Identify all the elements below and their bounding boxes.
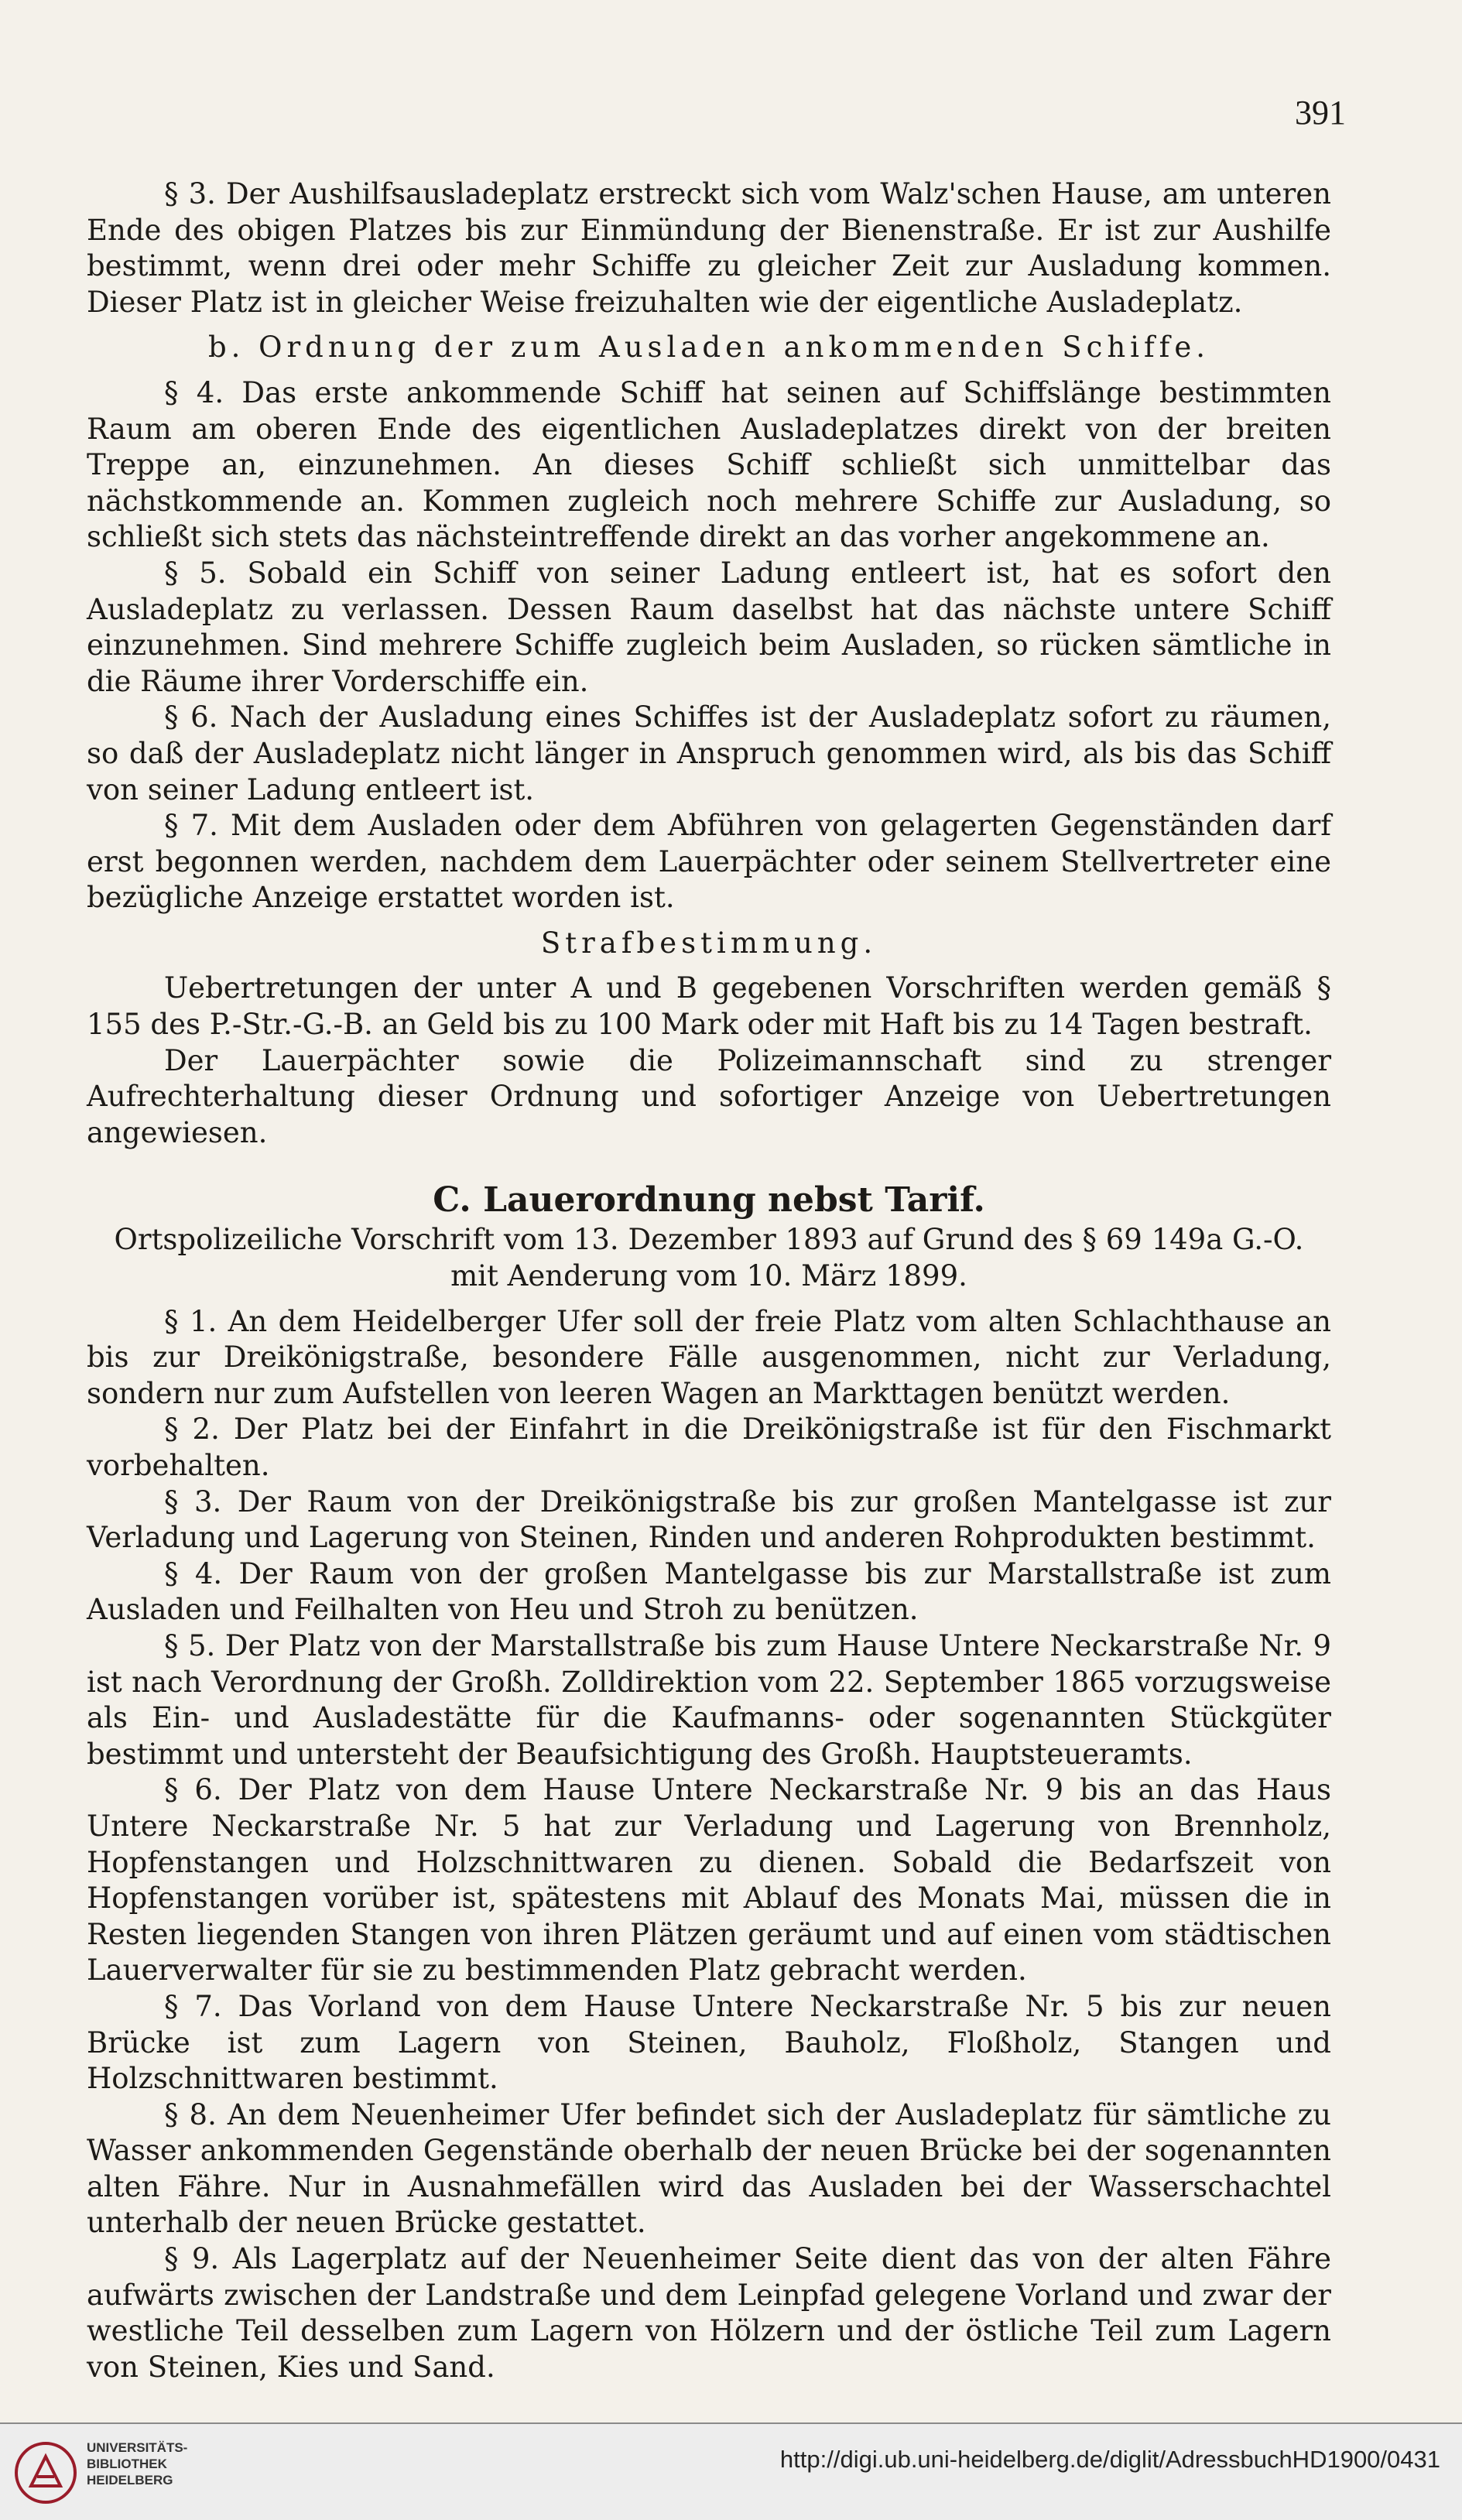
subheading: Ortspolizeiliche Vorschrift vom 13. Dezember 1893 auf Grund des § 69 149a G.-O. mit Aenderung vom 10. März 1899. [114, 1223, 1304, 1293]
university-logo-icon [14, 2441, 77, 2505]
paragraph: Uebertretungen der unter A und B gegebenen Vorschriften werden gemäß § 155 des P.-Str.-G.-B. an Geld bis zu 100 Mark oder mit Haft bis zu 14 Tagen bestraft. [87, 971, 1331, 1042]
source-url-link[interactable]: http://digi.ub.uni-heidelberg.de/diglit/AdressbuchHD1900/0431 [779, 2446, 1440, 2473]
section-heading: Strafbestimmung. [540, 926, 878, 960]
paragraph: § 8. An dem Neuenheimer Ufer befindet sich der Ausladeplatz für sämtliche zu Wasser ankommenden Gegenstände oberhalb der neuen Brücke bei der sogenannten alten Fähre. Nur in Ausnahmefällen wird das Ausladen bei der Wasserschachtel unterhalb der neuen Brücke gestattet. [87, 2097, 1331, 2240]
paragraph: § 4. Das erste ankommende Schiff hat seinen auf Schiffslänge bestimmten Raum am oberen Ende des eigentlichen Ausladeplatzes direkt von der breiten Treppe an, einzunehmen. An dieses Schiff schließt sich unmittelbar das nächstkommende an. Kommen zugleich noch mehrere Schiffe zur Ausladung, so schließt sich stets das nächsteintreffende direkt an das vorher angekommene an. [87, 375, 1331, 554]
paragraph: § 3. Der Aushilfsausladeplatz erstreckt sich vom Walz'schen Hause, am unteren Ende des obigen Platzes bis zur Einmündung der Bienenstraße. Er ist zur Aushilfe bestimmt, wenn drei oder mehr Schiffe zu gleicher Zeit zur Ausladung kommen. Dieser Platz ist in gleicher Weise freizuhalten wie der eigentliche Ausladeplatz. [87, 177, 1331, 319]
paragraph: § 7. Mit dem Ausladen oder dem Abführen von gelagerten Gegenständen darf erst begonnen werden, nachdem dem Lauerpächter oder seinem Stellvertreter eine bezügliche Anzeige erstattet worden ist. [87, 809, 1331, 915]
digitization-footer [0, 2422, 1462, 2520]
paragraph: § 5. Der Platz von der Marstallstraße bis zum Hause Untere Neckarstraße Nr. 9 ist nach Verordnung der Großh. Zolldirektion vom 22. September 1865 vorzugsweise als Ein- und Ausladestätte für die Kaufmanns- oder sogenannten Stückgüter bestimmt und untersteht der Beaufsichtigung des Großh. Hauptsteueramts. [87, 1628, 1331, 1771]
institution-line: BIBLIOTHEK [87, 2457, 167, 2471]
paragraph: § 4. Der Raum von der großen Mantelgasse bis zur Marstallstraße ist zum Ausladen und Feilhalten von Heu und Stroh zu benützen. [87, 1556, 1331, 1627]
section-heading: b. Ordnung der zum Ausladen ankommenden Schiffe. [207, 330, 1210, 365]
paragraph: § 7. Das Vorland von dem Hause Untere Neckarstraße Nr. 5 bis zur neuen Brücke ist zum Lagern von Steinen, Bauholz, Floßholz, Stangen und Holzschnittwaren bestimmt. [87, 1989, 1331, 2096]
paragraph: § 6. Der Platz von dem Hause Untere Neckarstraße Nr. 9 bis an das Haus Untere Neckarstraße Nr. 5 hat zur Verladung und Lagerung von Brennholz, Hopfenstangen und Holzschnittwaren zu dienen. Sobald die Bedarfszeit von Hopfenstangen vorüber ist, spätestens mit Ablauf des Monats Mai, müssen die in Resten liegenden Stangen von ihren Plätzen geräumt und auf einen vom städtischen Lauerverwalter für sie zu bestimmenden Platz gebracht werden. [87, 1773, 1331, 1988]
institution-name [87, 2440, 187, 2488]
page-number: 391 [1295, 94, 1346, 132]
institution-line: UNIVERSITÄTS- [87, 2440, 188, 2455]
institution-line: HEIDELBERG [87, 2473, 173, 2487]
chapter-heading: C. Lauerordnung nebst Tarif. [433, 1180, 985, 1221]
page-body [87, 176, 1331, 2385]
paragraph: § 9. Als Lagerplatz auf der Neuenheimer Seite dient das von der alten Fähre aufwärts zwischen der Landstraße und dem Leinpfad gelegene Vorland und zwar der westliche Teil desselben zum Lagern von Hölzern und der östliche Teil zum Lagern von Steinen, Kies und Sand. [87, 2242, 1331, 2384]
paragraph: § 5. Sobald ein Schiff von seiner Ladung entleert ist, hat es sofort den Ausladeplatz zu verlassen. Dessen Raum daselbst hat das nächste untere Schiff einzunehmen. Sind mehrere Schiffe zugleich beim Ausladen, so rücken sämtliche in die Räume ihrer Vorderschiffe ein. [87, 556, 1331, 698]
paragraph: § 3. Der Raum von der Dreikönigstraße bis zur großen Mantelgasse ist zur Verladung und Lagerung von Steinen, Rinden und anderen Rohprodukten bestimmt. [87, 1484, 1331, 1555]
paragraph: § 1. An dem Heidelberger Ufer soll der freie Platz vom alten Schlachthause an bis zur Dreikönigstraße, besondere Fälle ausgenommen, nicht zur Verladung, sondern nur zum Aufstellen von leeren Wagen an Markttagen benützt werden. [87, 1304, 1331, 1410]
paragraph: Der Lauerpächter sowie die Polizeimannschaft sind zu strenger Aufrechterhaltung dieser Ordnung und sofortiger Anzeige von Uebertretungen angewiesen. [87, 1043, 1331, 1149]
paragraph: § 6. Nach der Ausladung eines Schiffes ist der Ausladeplatz sofort zu räumen, so daß der Ausladeplatz nicht länger in Anspruch genommen wird, als bis das Schiff von seiner Ladung entleert ist. [87, 700, 1331, 806]
paragraph: § 2. Der Platz bei der Einfahrt in die Dreikönigstraße ist für den Fischmarkt vorbehalten. [87, 1412, 1331, 1482]
